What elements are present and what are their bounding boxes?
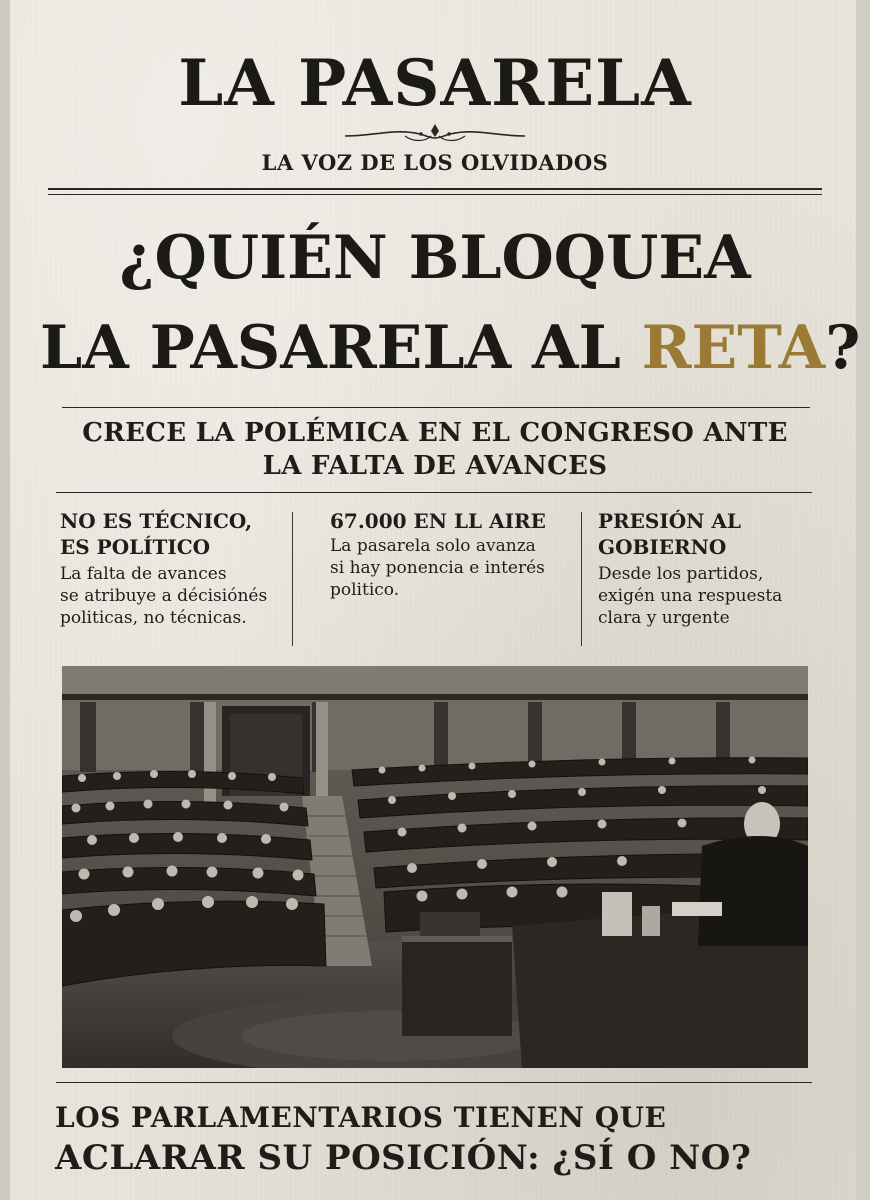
headline-line-1-text: ¿QUIÉN BLOQUEA	[119, 223, 751, 293]
column-3-body	[598, 564, 818, 629]
subheadline	[50, 417, 820, 482]
column-1-body-line: se atribuye a décisiónés	[60, 585, 268, 606]
column-1	[60, 508, 290, 629]
column-1-title	[60, 508, 290, 560]
column-divider-2	[581, 512, 582, 646]
masthead-tagline: LA VOZ DE LOS OLVIDADOS	[261, 150, 609, 175]
headline-accent-word: RETA	[641, 313, 826, 383]
headline-line-2-suffix: ?	[825, 313, 861, 383]
subheadline-divider	[56, 492, 812, 493]
headline-line-2-prefix: LA PASARELA AL	[40, 313, 642, 383]
column-2-body-line: si hay ponencia e interés	[330, 557, 545, 578]
headline-divider	[62, 407, 810, 408]
masthead-divider-top	[48, 188, 822, 190]
headline-line-2	[40, 313, 861, 383]
subheadline-line-1: CRECE LA POLÉMICA EN EL CONGRESO ANTE	[82, 418, 788, 448]
column-3-body-line: Desde los partidos,	[598, 564, 764, 584]
column-3-body-line: exigén una respuesta	[598, 585, 783, 606]
headline-line-1	[40, 223, 830, 293]
column-2-body-line: La pasarela solo avanza	[330, 536, 536, 556]
column-1-title-line: ES POLÍTICO	[60, 535, 211, 559]
column-3-title-line: GOBIERNO	[598, 535, 727, 559]
subheadline-line-2: LA FALTA DE AVANCES	[262, 450, 608, 481]
masthead-title: LA PASARELA	[178, 46, 692, 121]
masthead-ornament-icon	[335, 122, 535, 146]
column-2-title-line: 67.000 EN LL AIRE	[330, 509, 546, 533]
parliament-chamber-photo	[62, 666, 808, 1068]
footer-line-1: LOS PARLAMENTARIOS TIENEN QUE	[55, 1101, 667, 1134]
footer-line-2: ACLARAR SU POSICIÓN: ¿SÍ O NO?	[55, 1138, 752, 1178]
column-divider-1	[292, 512, 293, 646]
footer-divider	[56, 1082, 812, 1083]
column-1-body	[60, 564, 290, 629]
column-2-body-line: politico.	[330, 579, 400, 600]
column-1-title-line: NO ES TÉCNICO,	[60, 509, 253, 533]
masthead-divider-bottom	[48, 194, 822, 195]
column-2	[330, 508, 570, 601]
column-3-title-line: PRESIÓN AL	[598, 509, 741, 533]
column-1-body-line: politicas, no técnicas.	[60, 607, 247, 628]
column-2-body	[330, 536, 570, 601]
column-3	[598, 508, 818, 629]
column-2-title	[330, 508, 570, 534]
column-3-body-line: clara y urgente	[598, 607, 730, 628]
column-1-body-line: La falta de avances	[60, 564, 227, 584]
column-3-title	[598, 508, 818, 560]
parliament-chamber-illustration	[62, 666, 808, 1068]
